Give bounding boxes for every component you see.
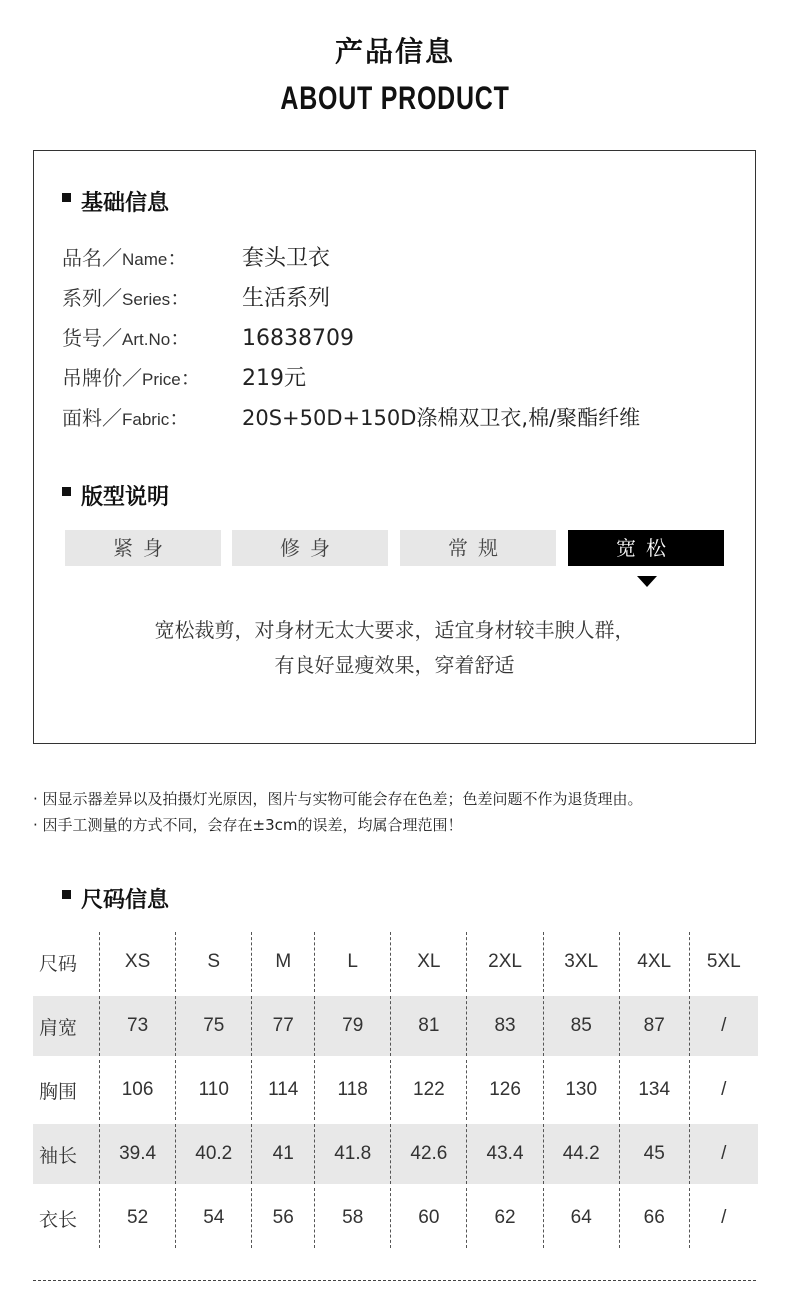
size-heading (62, 883, 169, 914)
note-color-difference: · 因显示器差异以及拍摄灯光原因，图片与实物可能会存在色差；色差问题不作为退货理由。 (33, 790, 643, 808)
fit-option-loose: 宽松 (568, 530, 724, 566)
table-cell: 130 (543, 1058, 619, 1122)
table-cell: 83 (467, 994, 543, 1058)
table-cell: 79 (315, 994, 391, 1058)
size-header-cell: S (176, 932, 252, 994)
info-row-price (62, 363, 306, 393)
fit-heading (62, 480, 169, 511)
table-cell: 126 (467, 1058, 543, 1122)
table-cell: 41.8 (315, 1122, 391, 1186)
fit-option-tight: 紧身 (65, 530, 221, 566)
table-cell: 54 (176, 1186, 252, 1248)
table-cell: 77 (252, 994, 315, 1058)
info-row-name (62, 243, 330, 273)
info-row-fabric (62, 403, 640, 433)
table-cell: 40.2 (176, 1122, 252, 1186)
table-cell: 44.2 (543, 1122, 619, 1186)
table-cell: / (689, 1058, 758, 1122)
table-cell: 81 (391, 994, 467, 1058)
size-header-cell: 3XL (543, 932, 619, 994)
table-cell: 62 (467, 1186, 543, 1248)
bottom-divider (33, 1280, 756, 1281)
note-measurement-error: · 因手工测量的方式不同，会存在±3cm的误差，均属合理范围！ (33, 816, 463, 834)
info-row-artno (62, 323, 354, 353)
table-cell: 41 (252, 1122, 315, 1186)
info-row-series (62, 283, 330, 313)
table-row-shoulder (33, 994, 758, 1058)
row-label: 胸围 (33, 1058, 100, 1122)
table-cell: 85 (543, 994, 619, 1058)
fit-description-line2: 有良好显瘦效果，穿着舒适 (274, 653, 515, 677)
page-title-en: ABOUT PRODUCT (280, 80, 510, 116)
table-cell: 106 (100, 1058, 176, 1122)
square-bullet-icon (62, 193, 71, 202)
info-label: 面料／Fabric： (62, 406, 190, 430)
info-label: 系列／Series： (62, 286, 191, 310)
size-header-cell: L (315, 932, 391, 994)
table-cell: 64 (543, 1186, 619, 1248)
table-cell: 118 (315, 1058, 391, 1122)
size-header-label: 尺码 (33, 932, 100, 994)
size-header-cell: 4XL (619, 932, 689, 994)
table-row-chest (33, 1058, 758, 1122)
table-cell: 52 (100, 1186, 176, 1248)
table-cell: 60 (391, 1186, 467, 1248)
triangle-down-icon (637, 576, 657, 587)
table-cell: 122 (391, 1058, 467, 1122)
table-cell: 43.4 (467, 1122, 543, 1186)
row-label: 袖长 (33, 1122, 100, 1186)
info-value: 219元 (242, 366, 306, 391)
fit-option-slim: 修身 (232, 530, 388, 566)
info-value: 套头卫衣 (242, 246, 331, 271)
size-header-cell: M (252, 932, 315, 994)
info-value: 16838709 (242, 326, 354, 351)
table-cell: 110 (176, 1058, 252, 1122)
info-label: 品名／Name： (62, 246, 188, 270)
table-cell: / (689, 994, 758, 1058)
table-cell: 114 (252, 1058, 315, 1122)
fit-description-line1: 宽松裁剪，对身材无太大要求，适宜身材较丰腴人群， (154, 618, 635, 642)
table-cell: 66 (619, 1186, 689, 1248)
table-cell: 42.6 (391, 1122, 467, 1186)
table-cell: 39.4 (100, 1122, 176, 1186)
info-label: 吊牌价／Price： (62, 366, 201, 390)
size-table (33, 932, 758, 1248)
basic-info-heading (62, 186, 169, 217)
table-cell: / (689, 1186, 758, 1248)
table-row-sleeve (33, 1122, 758, 1186)
fit-option-regular: 常规 (400, 530, 556, 566)
table-cell: 73 (100, 994, 176, 1058)
table-cell: 58 (315, 1186, 391, 1248)
size-header-cell: XL (391, 932, 467, 994)
table-cell: / (689, 1122, 758, 1186)
row-label: 肩宽 (33, 994, 100, 1058)
fit-heading-text: 版型说明 (81, 485, 170, 510)
table-cell: 75 (176, 994, 252, 1058)
table-row-length (33, 1186, 758, 1248)
info-value: 20S+50D+150D涤棉双卫衣,棉/聚酯纤维 (242, 406, 641, 430)
table-cell: 134 (619, 1058, 689, 1122)
info-value: 生活系列 (242, 286, 331, 311)
size-header-cell: XS (100, 932, 176, 994)
size-header-cell: 5XL (706, 951, 741, 972)
table-cell: 87 (619, 994, 689, 1058)
basic-info-heading-text: 基础信息 (81, 191, 170, 216)
info-label: 货号／Art.No： (62, 326, 191, 350)
table-cell: 45 (619, 1122, 689, 1186)
size-header-row (33, 932, 758, 994)
row-label: 衣长 (33, 1186, 100, 1248)
page-title-cn: 产品信息 (334, 35, 455, 68)
square-bullet-icon (62, 890, 71, 899)
square-bullet-icon (62, 487, 71, 496)
size-heading-text: 尺码信息 (81, 888, 170, 913)
size-header-cell: 2XL (467, 932, 543, 994)
table-cell: 56 (252, 1186, 315, 1248)
